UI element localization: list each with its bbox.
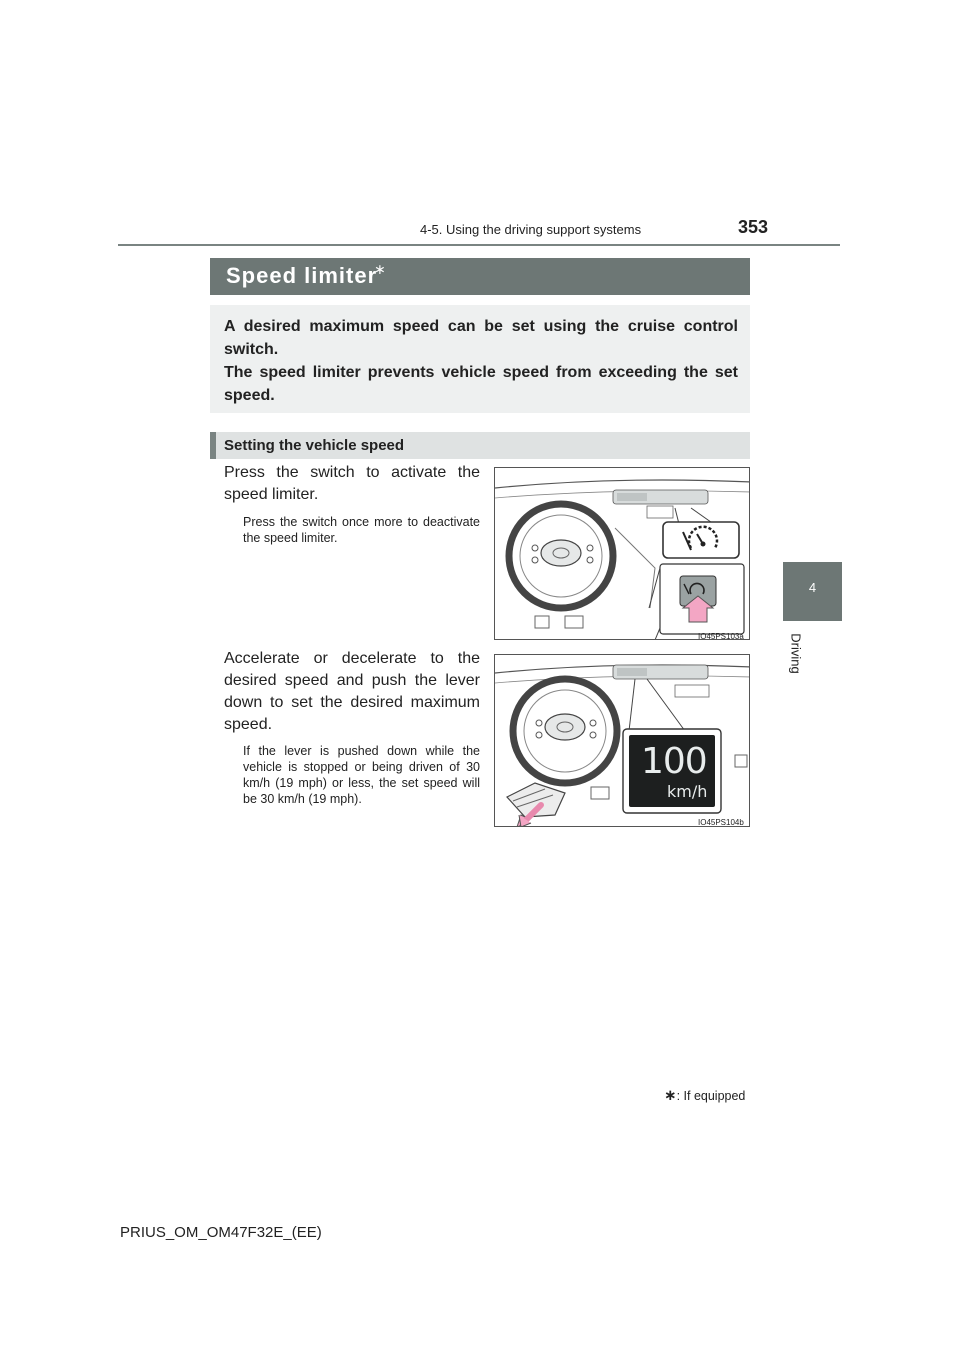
footnote-mark: ∗ bbox=[664, 1087, 677, 1104]
chapter-tab bbox=[783, 562, 842, 621]
document-id: PRIUS_OM_OM47F32E_(EE) bbox=[120, 1224, 322, 1241]
dashboard-illustration-1 bbox=[495, 468, 750, 640]
section-heading: 4-5. Using the driving support systems bbox=[420, 222, 642, 237]
chapter-number: 4 bbox=[808, 580, 817, 595]
figure-set-speed bbox=[494, 654, 750, 827]
chapter-label-wrap bbox=[786, 626, 804, 686]
figure-code-1: IO45PS103a bbox=[698, 632, 744, 641]
chapter-label: Driving bbox=[788, 633, 804, 674]
subsection-title: Setting the vehicle speed bbox=[224, 437, 405, 454]
page-number: 353 bbox=[738, 217, 769, 237]
speed-display-value: 100 bbox=[641, 741, 707, 782]
page-title: Speed limiter bbox=[226, 263, 378, 288]
figure-code-2: IO45PS104b bbox=[698, 818, 744, 827]
figure-switch-activation bbox=[494, 467, 750, 640]
step-2-note: If the lever is pushed down while the vehicle is stopped or being driven of 30 km/h (19 mph) or less, the set speed will be 30 km/h (19 mph). bbox=[243, 744, 480, 806]
title-bar bbox=[210, 258, 750, 295]
intro-line-2: The speed limiter prevents vehicle speed from exceeding the set speed. bbox=[224, 364, 738, 404]
intro-line-1: A desired maximum speed can be set using the cruise control switch. bbox=[224, 318, 738, 358]
step-1-note: Press the switch once more to deactivate the speed limiter. bbox=[243, 515, 480, 545]
speed-display-unit: km/h bbox=[667, 782, 708, 801]
step-1-text: Press the switch to activate the speed limiter. bbox=[224, 464, 480, 503]
subsection-bar bbox=[210, 432, 750, 459]
footnote-text: : If equipped bbox=[676, 1089, 746, 1103]
equipped-mark: ∗ bbox=[374, 261, 386, 277]
intro-box bbox=[210, 305, 750, 413]
header-rule bbox=[118, 244, 840, 246]
footnote bbox=[664, 1086, 745, 1104]
step-2-text: Accelerate or decelerate to the desired speed and push the lever down to set the desired maximum speed. bbox=[224, 650, 480, 733]
